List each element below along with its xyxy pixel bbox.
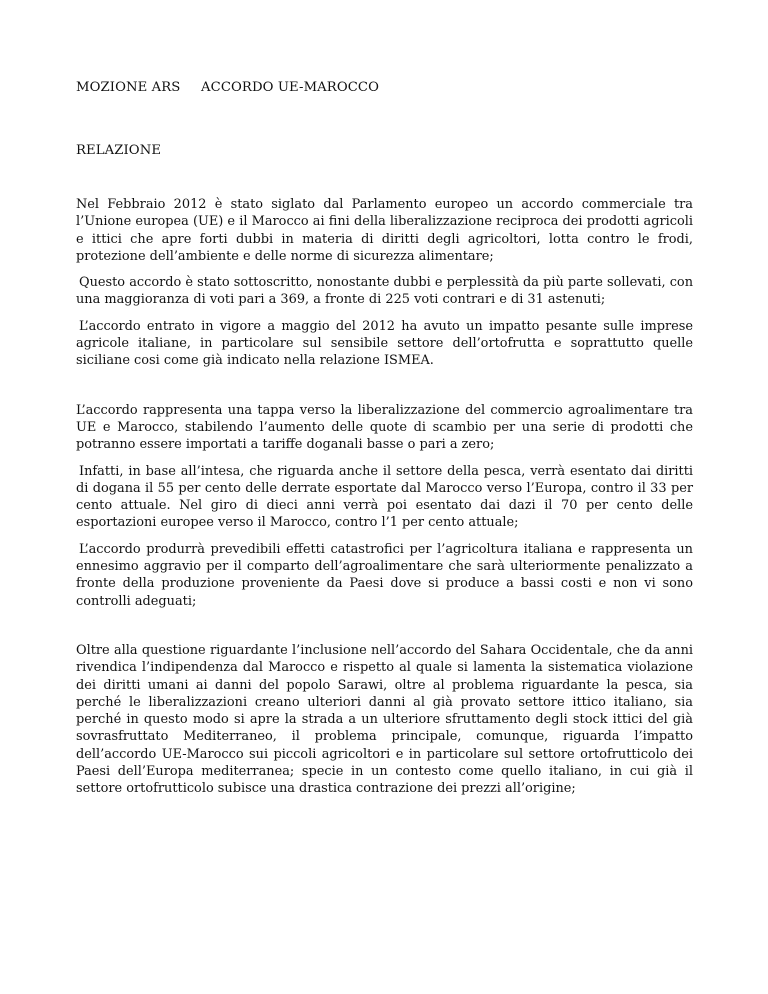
document-body bbox=[76, 196, 693, 798]
paragraph: Oltre alla questione riguardante l’inclusione nell’accordo del Sahara Occidentale, che da anni rivendica l’indipendenza dal Marocco e rispetto al quale si lamenta la sistematica violazione dei diritti umani ai danni del popolo Sarawi, oltre al problema riguardante la pesca, sia perché le liberalizzazioni creano ulteriori danni al già provato settore ittico italiano, sia perché in questo modo si apre la strada a un ulteriore sfruttamento degli stock ittici del già sovrasfruttato Mediterraneo, il problema principale, comunque, riguarda l’impatto dell’accordo UE-Marocco sui piccoli agricoltori e in particolare sul settore ortofrutticolo dei Paesi dell’Europa mediterranea; specie in un contesto come quello italiano, in cui già il settore ortofrutticolo subisce una drastica contrazione dei prezzi all’origine; bbox=[76, 642, 693, 797]
paragraph: L’accordo produrrà prevedibili effetti catastrofici per l’agricoltura italiana e rappresenta un ennesimo aggravio per il comparto dell’agroalimentare che sarà ulteriormente penalizzato a fronte della produzione proveniente da Paesi dove si produce a bassi costi e non vi sono controlli adeguati; bbox=[76, 541, 693, 609]
paragraph: Infatti, in base all’intesa, che riguarda anche il settore della pesca, verrà esentato dai diritti di dogana il 55 per cento delle derrate esportate dal Marocco verso l’Europa, contro il 33 per cento attuale. Nel giro di dieci anni verrà poi esentato dai dazi il 70 per cento delle esportazioni europee verso il Marocco, contro l’1 per cento attuale; bbox=[76, 463, 693, 531]
paragraph: Nel Febbraio 2012 è stato siglato dal Parlamento europeo un accordo commerciale tra l’Unione europea (UE) e il Marocco ai fini della liberalizzazione reciproca dei prodotti agricoli e ittici che apre forti dubbi in materia di diritti degli agricoltori, lotta contro le frodi, protezione dell’ambiente e delle norme di sicurezza alimentare; bbox=[76, 197, 693, 264]
paragraph: L’accordo rappresenta una tappa verso la liberalizzazione del commercio agroalimentare tra UE e Marocco, stabilendo l’aumento delle quote di scambio per una serie di prodotti che potranno essere importati a tariffe doganali basse o pari a zero; bbox=[76, 402, 693, 453]
heading-motion-label: MOZIONE ARS bbox=[76, 80, 181, 95]
document-heading bbox=[76, 80, 380, 95]
paragraph: Questo accordo è stato sottoscritto, nonostante dubbi e perplessità da più parte sollevati, con una maggioranza di voti pari a 369, a fronte di 225 voti contrari e di 31 astenuti; bbox=[76, 275, 693, 308]
paragraph: L’accordo entrato in vigore a maggio del 2012 ha avuto un impatto pesante sulle imprese agricole italiane, in particolare sul sensibile settore dell’ortofrutta e soprattutto quelle siciliane cosi come già indicato nella relazione ISMEA. bbox=[76, 318, 693, 369]
heading-agreement-label: ACCORDO UE-MAROCCO bbox=[201, 80, 380, 95]
section-title: RELAZIONE bbox=[76, 143, 162, 158]
